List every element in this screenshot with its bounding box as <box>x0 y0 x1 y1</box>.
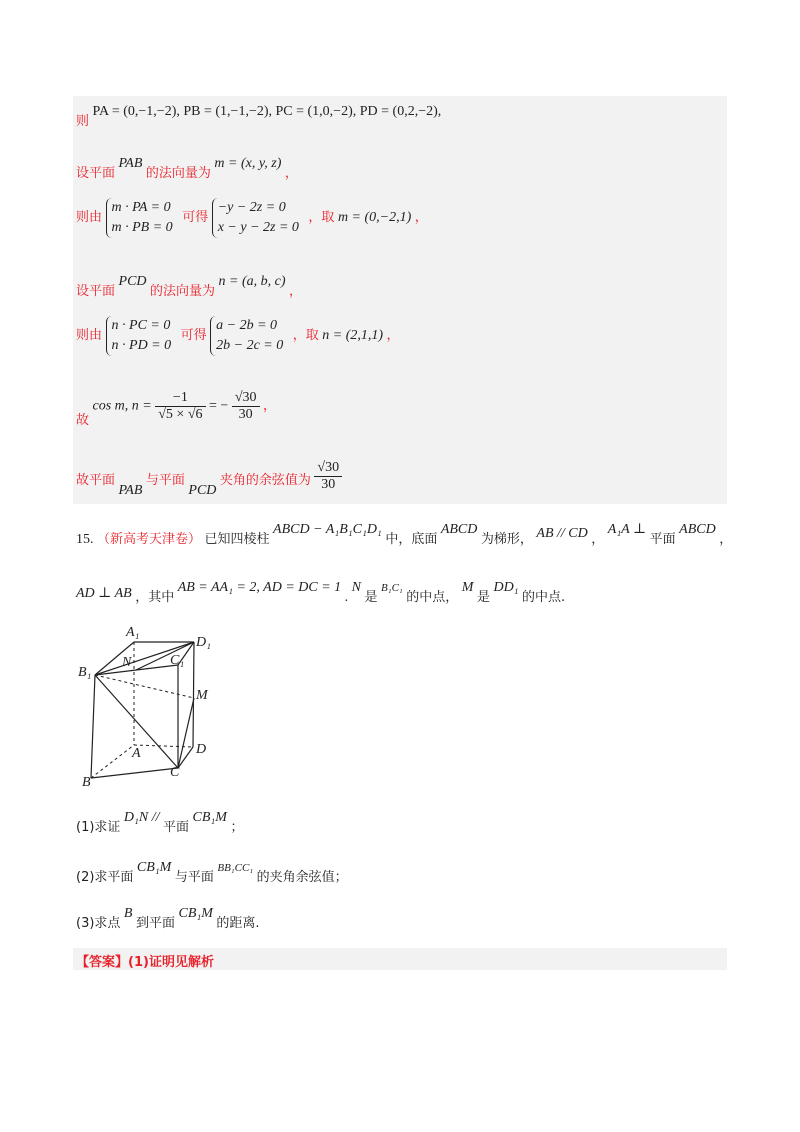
question-2: (2)求平面 CB₁M 与平面 BB₁CC₁ 的夹角余弦值； <box>76 860 348 885</box>
normal-vector: m = (x, y, z) <box>214 156 282 171</box>
solution-line-7: 故平面 PAB 与平面 PCD 夹角的余弦值为 $\frac{√30}{30}$ <box>76 460 342 493</box>
problem-number: 15. <box>76 532 94 547</box>
answer-tag: 【答案】 <box>76 955 129 970</box>
cosine-expression: cos m, n = <box>92 398 152 414</box>
equation-system: m · PA = 0 m · PB = 0 <box>106 198 179 238</box>
solution-line-2: 设平面 PAB 的法向量为 m = (x, y, z) ， <box>76 156 298 181</box>
fraction: $\frac{√30}{30}$ <box>232 390 260 423</box>
prism-figure <box>76 620 226 795</box>
label-B: B <box>82 775 91 790</box>
vector-coordinates: PA = (0,−1,−2), PB = (1,−1,−2), PC = (1,0,−2), PD = (0,2,−2), <box>92 104 442 119</box>
answer-text: (1)证明见解析 <box>128 955 214 970</box>
label-C: C <box>170 765 180 780</box>
fraction: $\frac{√30}{30}$ <box>314 460 342 493</box>
plane-name: PAB <box>118 156 143 171</box>
then-text: 则 <box>76 114 90 129</box>
equation-system: a − 2b = 0 2b − 2c = 0 <box>210 316 289 356</box>
question-1: (1)求证 D₁N // 平面 CB₁M ； <box>76 810 244 835</box>
label-C1: C₁ <box>170 653 185 668</box>
solution-line-1 <box>76 100 442 129</box>
problem-statement-line-1: 15. （新高考天津卷） 已知四棱柱 ABCD − A₁B₁C₁D₁ 中，底面 ABCD 为梯形， AB // CD ， A₁A ⊥ 平面 ABCD ， <box>76 522 733 547</box>
solution-line-5: 则由 n · PC = 0 n · PD = 0 可得 a − 2b = 0 2b − 2c = 0 ，取 n = (2,1,1) ， <box>76 316 400 356</box>
label-N: N <box>122 655 132 670</box>
equation-system: −y − 2z = 0 x − y − 2z = 0 <box>212 198 305 238</box>
answer-line <box>76 951 214 971</box>
problem-source: （新高考天津卷） <box>97 532 202 547</box>
label-D: D <box>196 742 207 757</box>
question-3: (3)求点 B 到平面 CB₁M 的距离. <box>76 906 260 931</box>
problem-statement-line-2: AD ⊥ AB ，其中 AB = AA₁ = 2, AD = DC = 1 . N 是 B₁C₁ 的中点， M 是 DD₁ 的中点. <box>76 580 566 605</box>
label-B1: B₁ <box>78 665 92 680</box>
label-A1: A₁ <box>126 625 140 640</box>
solution-line-4: 设平面 PCD 的法向量为 n = (a, b, c) ， <box>76 274 303 299</box>
solution-line-3: 则由 m · PA = 0 m · PB = 0 可得 −y − 2z = 0 x − y − 2z = 0 ，取 m = (0,−2,1) ， <box>76 198 428 238</box>
label-M: M <box>196 688 208 703</box>
label-D1: D₁ <box>196 635 211 650</box>
equation-system: n · PC = 0 n · PD = 0 <box>106 316 178 356</box>
fraction: $\frac{-1}{√5 \times √6}$ <box>155 390 205 423</box>
label-A: A <box>132 746 141 761</box>
solution-line-6: 故 cos m, n = $\frac{-1}{√5 \times √6}$ = − $\frac{√30}{30}$ ， <box>76 390 277 428</box>
